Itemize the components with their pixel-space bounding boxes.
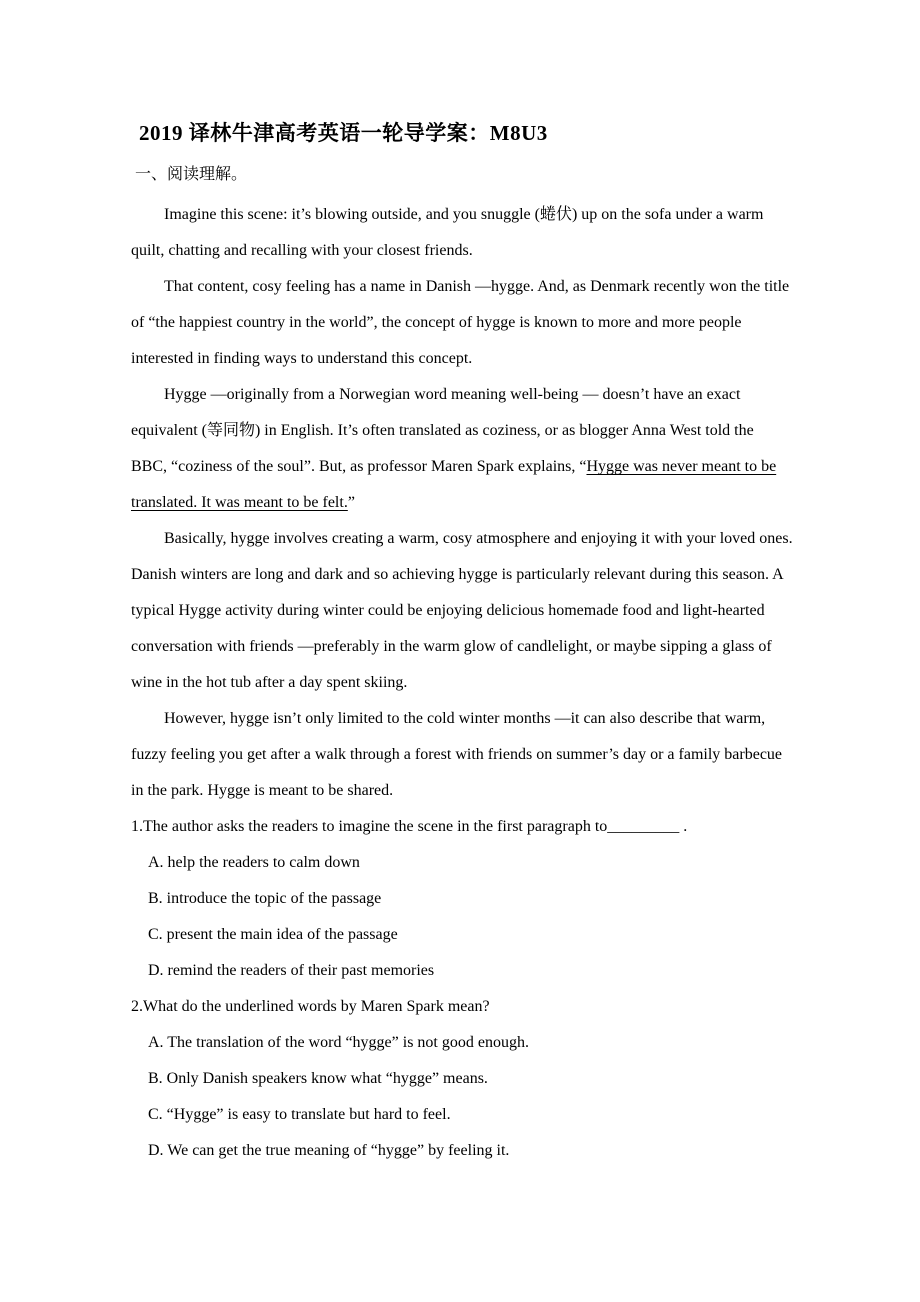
question-1-option-d: D. remind the readers of their past memories — [148, 962, 435, 979]
paragraph-1 — [131, 197, 793, 269]
paragraph-4 — [131, 521, 793, 701]
question-1-option-c: C. present the main idea of the passage — [148, 926, 398, 943]
question-1-option-b: B. introduce the topic of the passage — [148, 890, 382, 907]
paragraph-2 — [131, 269, 793, 377]
document-content — [131, 0, 793, 1169]
question-2-stem: 2.What do the underlined words by Maren Spark mean? — [131, 998, 490, 1015]
question-2-option-d: D. We can get the true meaning of “hygge” by feeling it. — [148, 1142, 510, 1159]
paragraph-text: Basically, hygge involves creating a warm, cosy atmosphere and enjoying it with your loved ones. Danish winters are long and dark and so achieving hygge is particularly relevant during this season. A typical Hygge activity during winter could be enjoying delicious homemade food and light-hearted conversation with friends —preferably in the warm glow of candlelight, or maybe sipping a glass of wine in the hot tub after a day spent skiing. — [131, 530, 793, 691]
question-1-stem: 1.The author asks the readers to imagine the scene in the first paragraph to_________ . — [131, 818, 688, 835]
underlined-phrase: Hygge was never meant to be translated. It was meant to be felt. — [131, 458, 777, 511]
question-2 — [131, 989, 793, 1169]
paragraph-text: However, hygge isn’t only limited to the cold winter months —it can also describe that warm, fuzzy feeling you get after a walk through a forest with friends on summer’s day or a family barbecue in the park. Hygge is meant to be shared. — [131, 710, 783, 799]
section-heading: 一、阅读理解。 — [135, 166, 248, 183]
question-1-option-a: A. help the readers to calm down — [148, 854, 360, 871]
paragraph-text: ” — [347, 494, 355, 511]
question-2-option-c: C. “Hygge” is easy to translate but hard to feel. — [148, 1106, 451, 1123]
paragraph-text: Hygge —originally from a Norwegian word meaning well-being — doesn’t have an exact equivalent (等同物) in English. It’s often translated as coziness, or as blogger Anna West told the BBC, “coziness of the soul”. But, as professor Maren Spark explains, “ — [131, 386, 754, 475]
document-title: 2019 译林牛津高考英语一轮导学案：M8U3 — [139, 121, 548, 145]
paragraph-5 — [131, 701, 793, 809]
questions-section — [131, 809, 793, 1169]
paragraph-text: Imagine this scene: it’s blowing outside, and you snuggle (蜷伏) up on the sofa under a warm quilt, chatting and recalling with your closest friends. — [131, 206, 764, 259]
reading-passage — [131, 197, 793, 809]
paragraph-text: That content, cosy feeling has a name in Danish —hygge. And, as Denmark recently won the title of “the happiest country in the world”, the concept of hygge is known to more and more people interested in finding ways to understand this concept. — [131, 278, 790, 367]
question-2-option-a: A. The translation of the word “hygge” is not good enough. — [148, 1034, 529, 1051]
question-1 — [131, 809, 793, 989]
paragraph-3 — [131, 377, 793, 521]
question-2-option-b: B. Only Danish speakers know what “hygge” means. — [148, 1070, 488, 1087]
